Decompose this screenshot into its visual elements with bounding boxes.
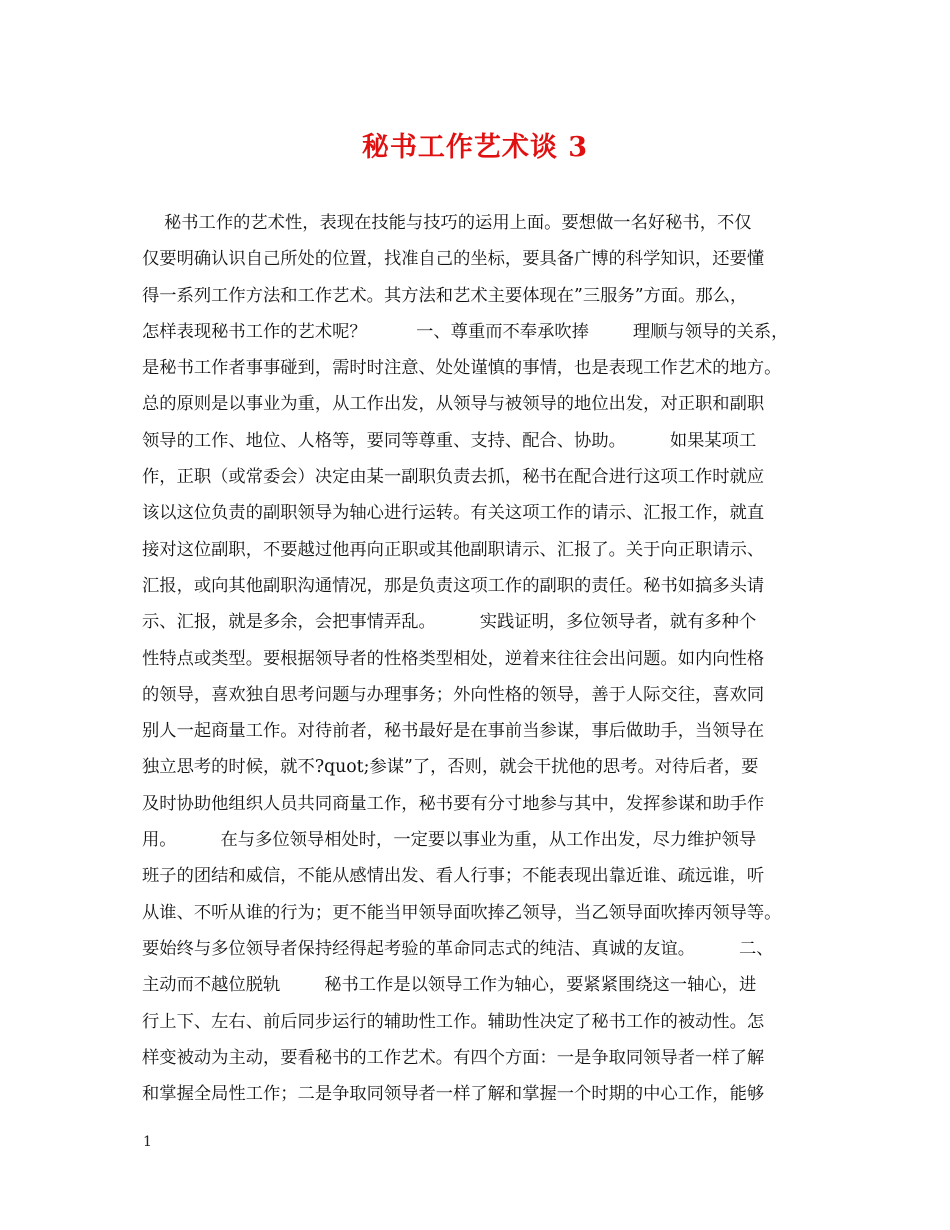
text-line: 要始终与多位领导者保持经得起考验的革命同志式的纯洁、真诚的友谊。 二、: [142, 938, 774, 959]
text-line: 总的原则是以事业为重，从工作出发，从领导与被领导的地位出发，对正职和副职: [142, 394, 765, 415]
document-title: 秘书工作艺术谈 3: [361, 132, 589, 163]
text-line: 性特点或类型。要根据领导者的性格类型相处，逆着来往往会出问题。如内向性格: [142, 648, 765, 669]
text-line: 仅要明确认识自己所处的位置，找准自己的坐标，要具备广博的科学知识，还要懂: [142, 249, 765, 270]
text-line: 作，正职（或常委会）决定由某一副职负责去抓，秘书在配合进行这项工作时就应: [142, 467, 765, 488]
text-line: 秘书工作的艺术性，表现在技能与技巧的运用上面。要想做一名好秘书，不仅: [142, 213, 752, 233]
body-text: [142, 205, 822, 1112]
text-line: 汇报，或向其他副职沟通情况，那是负责这项工作的副职的责任。秘书如搞多头请: [142, 575, 765, 596]
text-line: 班子的团结和威信，不能从感情出发、看人行事；不能表现出靠近谁、疏远谁，听: [142, 866, 765, 887]
text-line: 示、汇报，就是多余，会把事情弄乱。 实践证明，多位领导者，就有多种个: [142, 612, 757, 633]
text-line: 和掌握全局性工作；二是争取同领导者一样了解和掌握一个时期的中心工作，能够: [142, 1084, 765, 1105]
text-line: 从谁、不听从谁的行为；更不能当甲领导面吹捧乙领导，当乙领导面吹捧丙领导等。: [142, 902, 782, 923]
text-line: 领导的工作、地位、人格等，要同等尊重、支持、配合、协助。 如果某项工: [142, 430, 757, 451]
text-line: 别人一起商量工作。对待前者，秘书最好是在事前当参谋，事后做助手，当领导在: [142, 721, 765, 742]
text-line: 是秘书工作者事事碰到，需时时注意、处处谨慎的事情，也是表现工作艺术的地方。: [142, 358, 782, 379]
text-line: 得一系列工作方法和工作艺术。其方法和艺术主要体现在”三服务”方面。那么，: [142, 285, 748, 306]
text-line: 独立思考的时候，就不?quot;参谋”了，否则，就会干扰他的思考。对待后者，要: [142, 757, 759, 778]
text-line: 样变被动为主动，要看秘书的工作艺术。有四个方面：一是争取同领导者一样了解: [142, 1047, 765, 1068]
page-number: 1: [143, 1134, 152, 1150]
text-line: 行上下、左右、前后同步运行的辅助性工作。辅助性决定了秘书工作的被动性。怎: [142, 1011, 765, 1032]
text-line: 用。 在与多位领导相处时，一定要以事业为重，从工作出发，尽力维护领导: [142, 830, 757, 851]
text-line: 主动而不越位脱轨 秘书工作是以领导工作为轴心，要紧紧围绕这一轴心，进: [142, 975, 757, 996]
text-line: 怎样表现秘书工作的艺术呢？ 一、尊重而不奉承吹捧 理顺与领导的关系，: [142, 321, 789, 342]
text-line: 及时协助他组织人员共同商量工作，秘书要有分寸地参与其中，发挥参谋和助手作: [142, 793, 765, 814]
text-line: 接对这位副职，不要越过他再向正职或其他副职请示、汇报了。关于向正职请示、: [142, 539, 765, 560]
text-line: 该以这位负责的副职领导为轴心进行运转。有关这项工作的请示、汇报工作，就直: [142, 503, 765, 524]
text-line: 的领导，喜欢独自思考问题与办理事务；外向性格的领导，善于人际交往，喜欢同: [142, 684, 765, 705]
